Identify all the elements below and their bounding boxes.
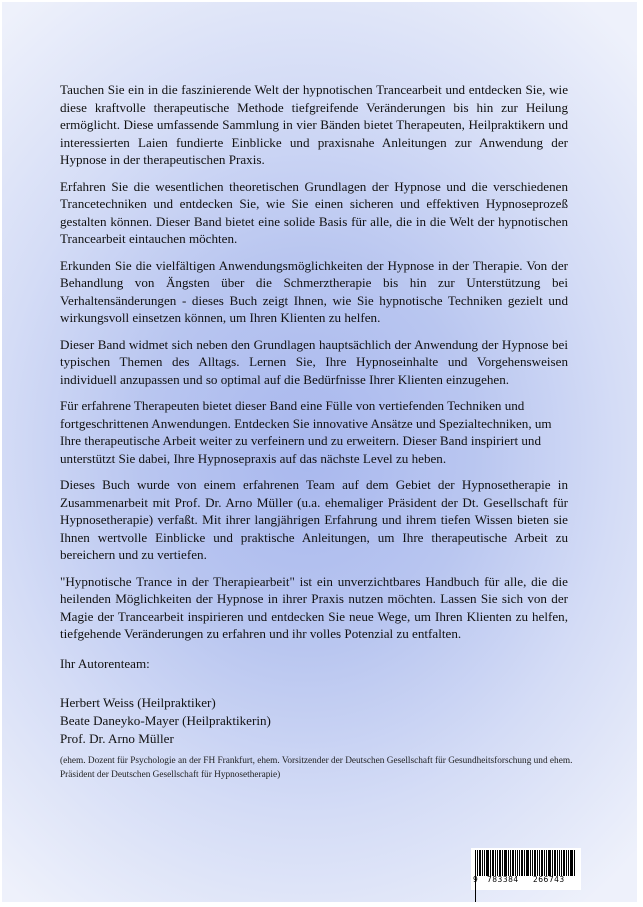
barcode-bar: [557, 850, 558, 876]
author-name: Prof. Dr. Arno Müller: [60, 731, 174, 746]
barcode-bar: [563, 850, 565, 876]
barcode-bar: [544, 850, 545, 876]
barcode-bar: [508, 850, 509, 876]
author-name: Beate Daneyko-Mayer (Heilpraktikerin): [60, 713, 271, 728]
blurb-paragraph-7: "Hypnotische Trance in der Therapiearbeit" ist ein unverzichtbares Handbuch für alle, die die heilenden Möglichkeiten der Hypnose in ihrer Praxis nutzen möchten. Lassen Sie sich von der Magie der Trancearbeit inspirieren und entdecken Sie neue Wege, um Ihren Klienten zu helfen, tiefgehende Veränderungen zu erfahren und ihr volles Potenzial zu entfalten.: [60, 573, 568, 641]
author-note: (ehem. Dozent für Psychologie an der FH Frankfurt, ehem. Vorsitzender der Deutschen Gesellschaft für Gesundheitsforschung und ehem. Präsident der Deutschen Gesellschaft für Hypnosetherapie): [60, 756, 573, 780]
barcode-bar: [479, 850, 481, 876]
barcode-bar: [492, 850, 494, 876]
barcode-bar: [539, 850, 540, 876]
barcode-bar: [537, 850, 538, 876]
barcode-bar: [534, 850, 536, 876]
barcode-bar: [541, 850, 543, 876]
author-section: [60, 656, 580, 782]
barcode-bar: [561, 850, 562, 876]
barcode-bar: [475, 850, 476, 876]
barcode-bar: [517, 850, 518, 876]
barcode-bar: [490, 850, 491, 876]
barcode-bar: [519, 850, 520, 876]
barcode-digit-first: 9: [473, 875, 479, 884]
barcode-digits-right: 266743: [533, 875, 565, 884]
barcode-bar: [559, 850, 560, 876]
barcode-bars: [475, 850, 577, 876]
blurb-text: [60, 81, 568, 652]
barcode-bar: [566, 850, 567, 876]
barcode-bar: [486, 850, 489, 876]
barcode-bar: [497, 850, 498, 876]
barcode-bar: [521, 850, 523, 876]
barcode-bar: [574, 850, 575, 876]
barcode-bar: [484, 850, 485, 876]
author-name: Herbert Weiss (Heilpraktiker): [60, 695, 216, 710]
author-heading: Ihr Autorenteam:: [60, 656, 150, 671]
barcode-bar: [510, 850, 511, 876]
blurb-paragraph-6: Dieses Buch wurde von einem erfahrenen Team auf dem Gebiet der Hypnosetherapie in Zusammenarbeit mit Prof. Dr. Arno Müller (u.a. ehemaliger Präsident der Dt. Gesellschaft für Hypnosetherapie) verfaßt. Mit ihrer langjährigen Erfahrung und ihrem tiefen Wissen bieten sie Ihnen wertvolle Einblicke und praktische Anleitungen, um Ihre therapeutische Arbeit zu bereichern und zu vertiefen.: [60, 477, 568, 562]
barcode-bar: [546, 850, 547, 876]
barcode-bar: [532, 850, 533, 876]
barcode-bar: [548, 850, 551, 876]
barcode-bar: [524, 850, 525, 876]
barcode-bar: [512, 850, 514, 876]
back-cover: [2, 2, 637, 902]
blurb-paragraph-3: Erkunden Sie die vielfältigen Anwendungsmöglichkeiten der Hypnose in der Therapie. Von der Behandlung von Ängsten über die Schmerztherapie bis hin zur Unterstützung bei Verhaltensänderungen - dieses Buch zeigt Ihnen, wie Sie hypnotische Techniken gezielt und wirkungsvoll einsetzen können, um Ihren Klienten zu helfen.: [60, 257, 568, 325]
barcode-digits-left: 783384: [487, 875, 519, 884]
barcode-bar: [477, 850, 478, 876]
barcode-bar: [530, 850, 531, 876]
blurb-paragraph-2: Erfahren Sie die wesentlichen theoretischen Grundlagen der Hypnose und die verschiedenen Trancetechniken und entdecken Sie, wie Sie einen sicheren und effektiven Hypnoseprozeß gestalten können. Dieser Band bietet eine solide Basis für alle, die in die Welt der hypnotischen Trancearbeit eintauchen möchten.: [60, 178, 568, 246]
barcode-bar: [504, 850, 507, 876]
barcode-bar: [482, 850, 483, 876]
barcode-bar: [554, 850, 556, 876]
blurb-paragraph-4: Dieser Band widmet sich neben den Grundlagen hauptsächlich der Anwendung der Hypnose bei typischen Themen des Alltags. Lernen Sie, Ihre Hypnoseinhalte und Vorgehensweisen individuell anzupassen und so optimal auf die Bedürfnisse Ihrer Klienten einzugehen.: [60, 336, 568, 387]
barcode-bar: [499, 850, 501, 876]
barcode-bar: [495, 850, 496, 876]
barcode-bar: [526, 850, 529, 876]
barcode-bar: [570, 850, 573, 876]
barcode-bar: [552, 850, 553, 876]
barcode-bar: [502, 850, 503, 876]
isbn-barcode: [471, 848, 581, 890]
blurb-paragraph-1: Tauchen Sie ein in die faszinierende Welt der hypnotischen Trancearbeit und entdecken Sie, wie diese kraftvolle therapeutische Methode tiefgreifende Veränderungen bis hin zur Heilung ermöglicht. Diese umfassende Sammlung in vier Bänden bietet Therapeuten, Heilpraktikern und interessierten Laien fundierte Einblicke und praxisnahe Anleitungen zur Anwendung der Hypnose in der therapeutischen Praxis.: [60, 82, 568, 167]
barcode-bar: [515, 850, 516, 876]
barcode-bar: [568, 850, 569, 876]
blurb-paragraph-5: Für erfahrene Therapeuten bietet dieser Band eine Fülle von vertiefenden Techniken und fortgeschrittenen Anwendungen. Entdecken Sie innovative Ansätze und Spezialtechniken, um Ihre therapeutische Arbeit weiter zu verfeinern und zu erweitern. Dieser Band inspiriert und unterstützt Sie dabei, Ihre Hypnosepraxis auf das nächste Level zu heben.: [60, 398, 552, 466]
